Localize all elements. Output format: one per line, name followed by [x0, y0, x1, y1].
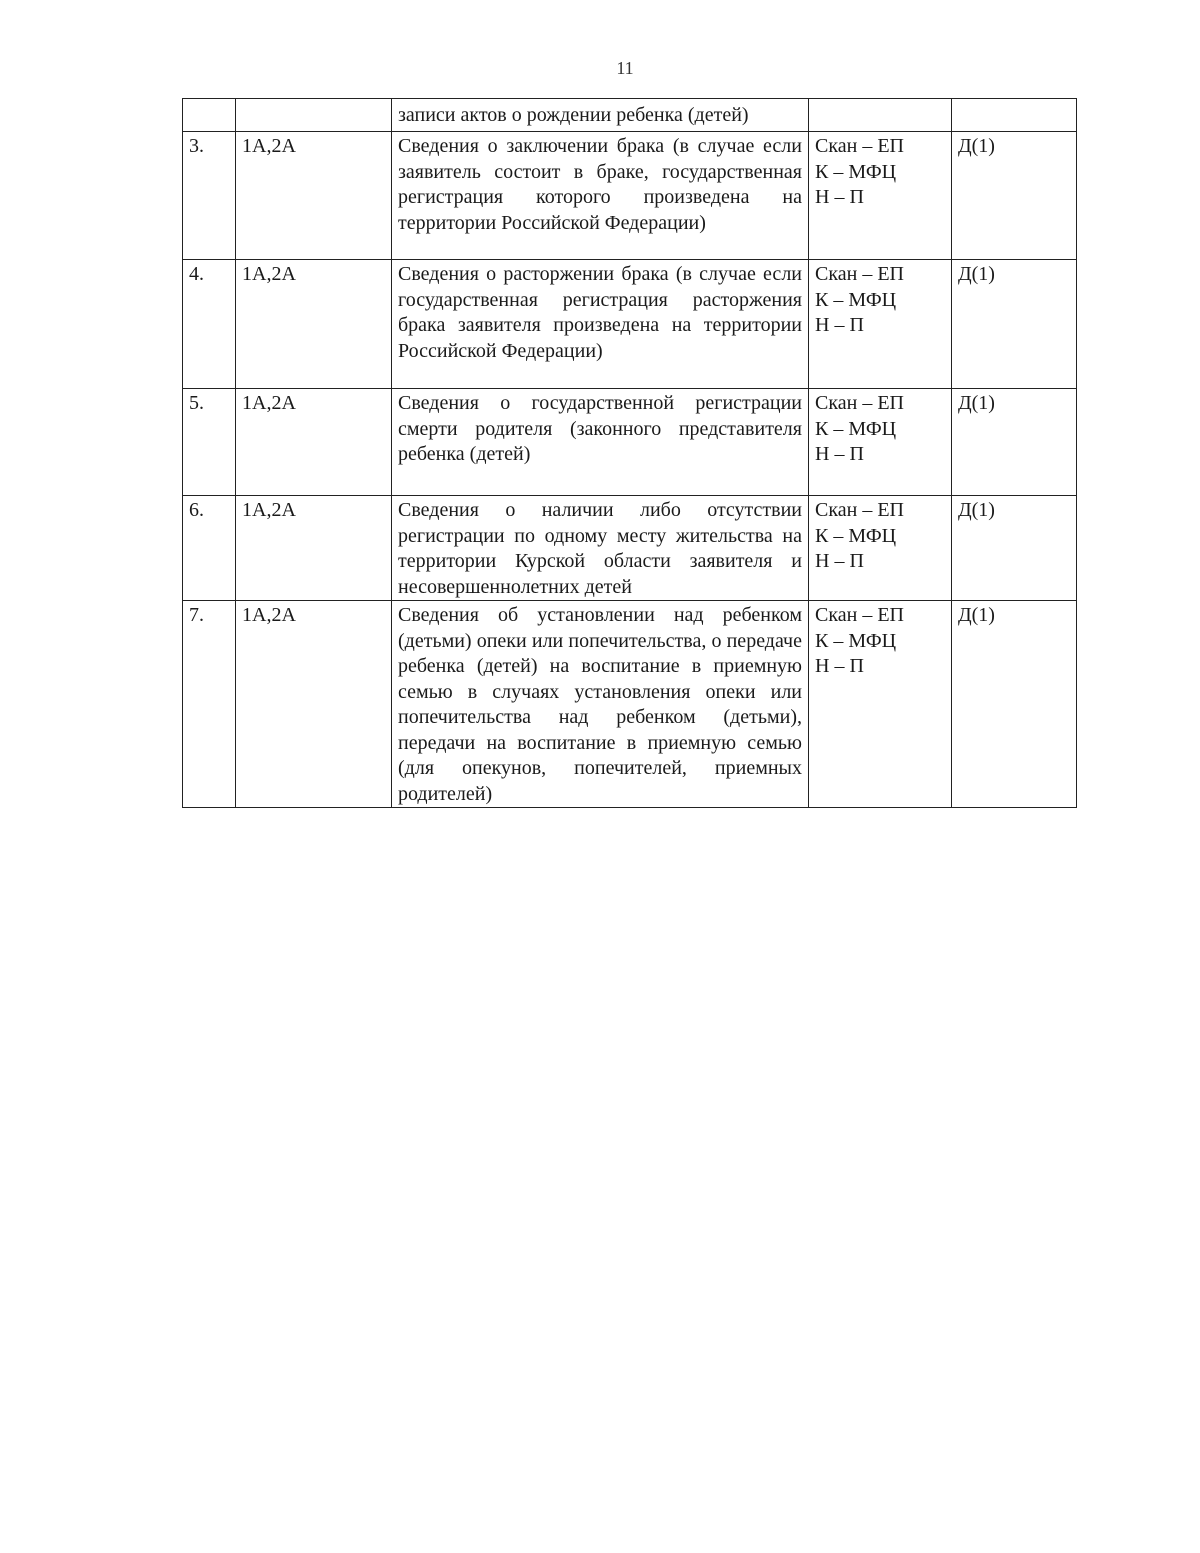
row-number: 4. — [183, 260, 236, 389]
method-scan: Скан – ЕП — [815, 263, 904, 285]
method-mfc: К – МФЦ — [815, 629, 897, 652]
page-number: 11 — [616, 58, 634, 78]
table-row — [183, 601, 1077, 808]
method-scan: Скан – ЕП — [815, 135, 904, 157]
table-row-continuation — [183, 99, 1077, 132]
table-row — [183, 496, 1077, 601]
method-scan: Скан – ЕП — [815, 499, 904, 521]
method-paper: Н – П — [815, 550, 864, 572]
row-description: Сведения о заключении брака (в случае если заявитель состоит в браке, государственная регистрация которого произведена на территории Российской Федерации) — [392, 132, 809, 260]
method-mfc: К – МФЦ — [815, 288, 897, 311]
row-number — [183, 99, 236, 132]
method-mfc: К – МФЦ — [815, 524, 897, 547]
row-methods — [809, 601, 952, 808]
row-methods — [809, 132, 952, 260]
row-description: записи актов о рождении ребенка (детей) — [392, 99, 809, 132]
method-paper: Н – П — [815, 314, 864, 336]
row-description: Сведения о расторжении брака (в случае если государственная регистрация расторжения брака заявителя произведена на территории Российской Федерации) — [392, 260, 809, 389]
table-row — [183, 260, 1077, 389]
row-code: 1А,2А — [236, 260, 392, 389]
row-methods — [809, 389, 952, 496]
row-description: Сведения о государственной регистрации смерти родителя (законного представителя ребенка (детей) — [392, 389, 809, 496]
row-code: 1А,2А — [236, 389, 392, 496]
row-note: Д(1) — [952, 132, 1077, 260]
method-mfc: К – МФЦ — [815, 417, 897, 440]
method-mfc: К – МФЦ — [815, 160, 897, 183]
row-note: Д(1) — [952, 601, 1077, 808]
row-code: 1А,2А — [236, 601, 392, 808]
row-methods — [809, 260, 952, 389]
row-number: 7. — [183, 601, 236, 808]
method-paper: Н – П — [815, 443, 864, 465]
method-paper: Н – П — [815, 655, 864, 677]
method-scan: Скан – ЕП — [815, 604, 904, 626]
row-methods — [809, 99, 952, 132]
row-note — [952, 99, 1077, 132]
row-note: Д(1) — [952, 389, 1077, 496]
row-methods — [809, 496, 952, 601]
method-paper: Н – П — [815, 186, 864, 208]
row-note: Д(1) — [952, 260, 1077, 389]
table-row — [183, 132, 1077, 260]
row-number: 5. — [183, 389, 236, 496]
row-number: 6. — [183, 496, 236, 601]
row-code: 1А,2А — [236, 496, 392, 601]
row-number: 3. — [183, 132, 236, 260]
documents-table — [182, 98, 1077, 808]
row-note: Д(1) — [952, 496, 1077, 601]
row-code — [236, 99, 392, 132]
row-description: Сведения об установлении над ребенком (детьми) опеки или попечительства, о передаче ребенка (детей) на воспитание в приемную семью в случаях установления опеки или попечительства над ребенком (детьми), передачи на воспитание в приемную семью (для опекунов, попечителей, приемных родителей) — [392, 601, 809, 808]
table-row — [183, 389, 1077, 496]
row-code: 1А,2А — [236, 132, 392, 260]
row-description: Сведения о наличии либо отсутствии регистрации по одному месту жительства на территории Курской области заявителя и несовершеннолетних детей — [392, 496, 809, 601]
method-scan: Скан – ЕП — [815, 392, 904, 414]
